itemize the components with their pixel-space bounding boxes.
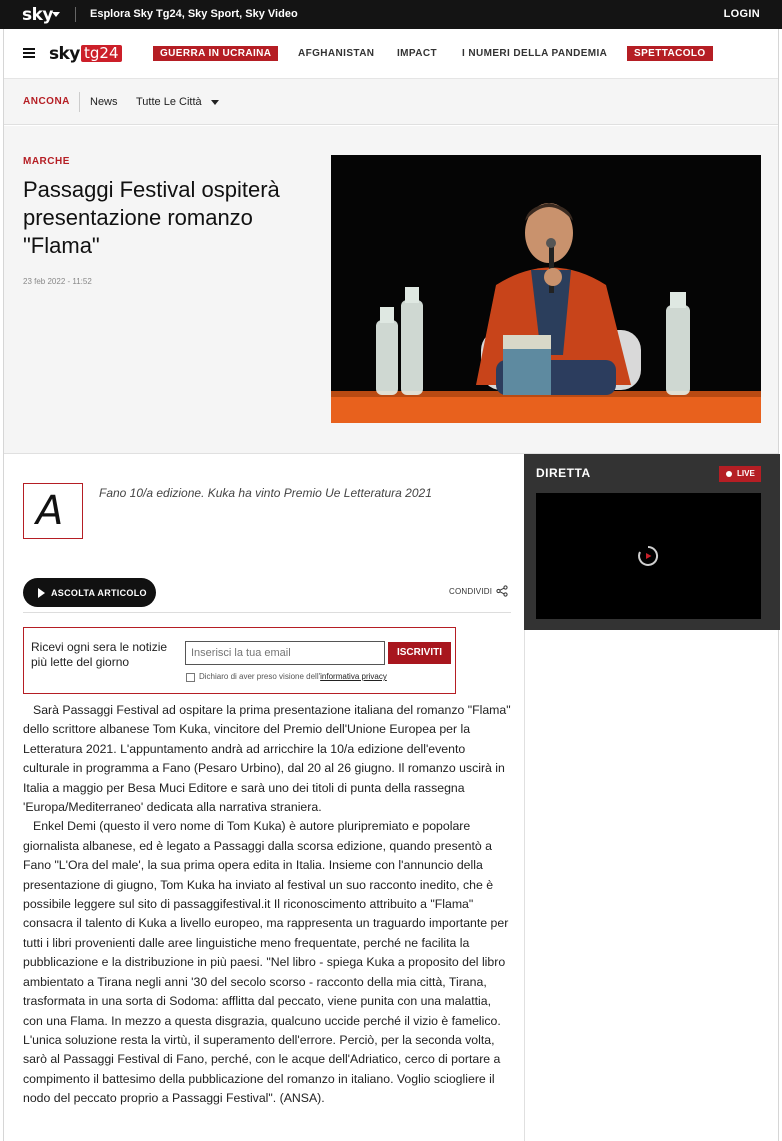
section-label[interactable]: MARCHE xyxy=(23,156,70,167)
share-label[interactable]: CONDIVIDI xyxy=(449,587,493,596)
article-hero xyxy=(4,126,778,454)
chevron-down-icon[interactable] xyxy=(52,12,60,17)
article-title: Passaggi Festival ospiterà presentazione romanzo "Flama" xyxy=(23,177,280,258)
listen-article-label: ASCOLTA ARTICOLO xyxy=(51,588,147,598)
city-subnav xyxy=(4,79,778,125)
article-date: 23 feb 2022 - 11:52 xyxy=(23,277,92,286)
dropcap-letter: A xyxy=(36,488,64,534)
news-link[interactable]: News xyxy=(90,96,118,108)
nav-item-afghanistan[interactable]: AFGHANISTAN xyxy=(298,48,375,59)
privacy-consent-text xyxy=(199,672,387,681)
top-bar xyxy=(0,0,782,29)
explore-link[interactable]: Esplora Sky Tg24, Sky Sport, Sky Video xyxy=(90,8,298,20)
privacy-policy-link[interactable]: informativa privacy xyxy=(320,672,387,681)
nav-item-guerra-in-ucraina[interactable]: GUERRA IN UCRAINA xyxy=(153,46,278,61)
live-title: DIRETTA xyxy=(536,466,591,480)
article-paragraph: Sarà Passaggi Festival ad ospitare la prima presentazione italiana del romanzo "Flama" dello scrittore albanese Tom Kuka, vincitore del Premio dell'Unione Europea per la Letteratura 2021. L'appuntamento andrà ad arricchire la 10/a edizione dell'evento culturale in programma a Fano (Pesaro Urbino), dal 20 al 26 giugno. Il romanzo uscirà in Italia a maggio per Besa Muci Editore e sarà uno dei titoli di punta della rassegna 'Europa/Mediterraneo' dedicata alla narrativa straniera. xyxy=(23,703,511,815)
consent-prefix: Dichiaro di aver preso visione dell' xyxy=(199,672,321,681)
city-link-ancona[interactable]: ANCONA xyxy=(23,96,70,107)
logo-tg24-text: tg24 xyxy=(81,45,122,62)
newsletter-signup xyxy=(23,627,456,694)
live-panel xyxy=(524,454,780,630)
main-nav xyxy=(4,29,778,79)
article-photo xyxy=(331,155,761,423)
listen-article-button[interactable] xyxy=(23,578,156,607)
sky-brand-menu[interactable]: sky xyxy=(22,5,54,25)
article-paragraph: Enkel Demi (questo il vero nome di Tom Kuka) è autore pluripremiato e popolare giornalista albanese, ed è legato a Passaggi dalla scorsa edizione, quando presentò a Fano "L'Ora del male', la sua prima opera edita in Italia. Insieme con l'annuncio della presentazione di giugno, Tom Kuka ha inviato al festival un suo racconto inedito, che è possibile leggere sul sito di passaggifestival.it Il riconoscimento attribuito a "Flama" consacra il talento di Kuka a livello europeo, ma rappresenta un traguardo importante per tutti i libri provenienti dalle aree linguistiche meno frequentate, perché ne facilita la pubblicazione e la distribuzione in più paesi. "Nel libro - spiega Kuka a proposito del libro ambientato a Tirana negli anni '30 del secolo scorso - racconto della mia città, Tirana, trasformata in una sorta di Sodoma: afflitta dal peccato, viene punita con una malattia, con una Flama. In mezzo a questa disgrazia, qualcuno uccide perché il vizio è famelico. L'unica soluzione resta la virtù, il superamento dell'errore. Perciò, per la seconda volta, sarò al Passaggi Festival di Fano, perché, con le acque dell'Adriatico, cerco di portare a compimento il battesimo della pubblicazione del romanzo in italiano. Voglio sciogliere il nodo del peccato proprio a Passaggi Festival". (ANSA). xyxy=(23,819,509,1106)
nav-item-impact[interactable]: IMPACT xyxy=(397,48,437,59)
share-icon[interactable] xyxy=(496,585,508,597)
hamburger-menu-icon[interactable] xyxy=(23,48,35,59)
live-dot-icon xyxy=(726,471,732,477)
email-input[interactable] xyxy=(185,641,385,665)
article-abstract: Fano 10/a edizione. Kuka ha vinto Premio Ue Letteratura 2021 xyxy=(99,486,432,500)
loading-spinner-icon xyxy=(637,545,659,567)
divider xyxy=(23,612,511,613)
privacy-checkbox[interactable] xyxy=(186,673,195,682)
logo-sky-text: sky xyxy=(49,44,80,64)
newsletter-text: Ricevi ogni sera le notizie più lette del giorno xyxy=(31,640,168,669)
nav-item-spettacolo[interactable]: SPETTACOLO xyxy=(627,46,713,61)
subscribe-button[interactable]: ISCRIVITI xyxy=(388,642,451,664)
divider xyxy=(524,630,525,1141)
divider xyxy=(79,92,80,112)
nav-item-numeri-pandemia[interactable]: I NUMERI DELLA PANDEMIA xyxy=(462,48,608,59)
play-icon xyxy=(38,588,45,598)
live-badge-label: LIVE xyxy=(737,469,755,478)
article-body xyxy=(23,701,512,1109)
live-video-player[interactable] xyxy=(536,493,761,619)
dropcap-box xyxy=(23,483,83,539)
login-button[interactable]: LOGIN xyxy=(723,8,760,20)
all-cities-dropdown[interactable]: Tutte Le Città xyxy=(136,96,202,108)
divider xyxy=(75,7,76,22)
chevron-down-icon[interactable] xyxy=(211,100,219,105)
live-badge xyxy=(719,466,761,482)
